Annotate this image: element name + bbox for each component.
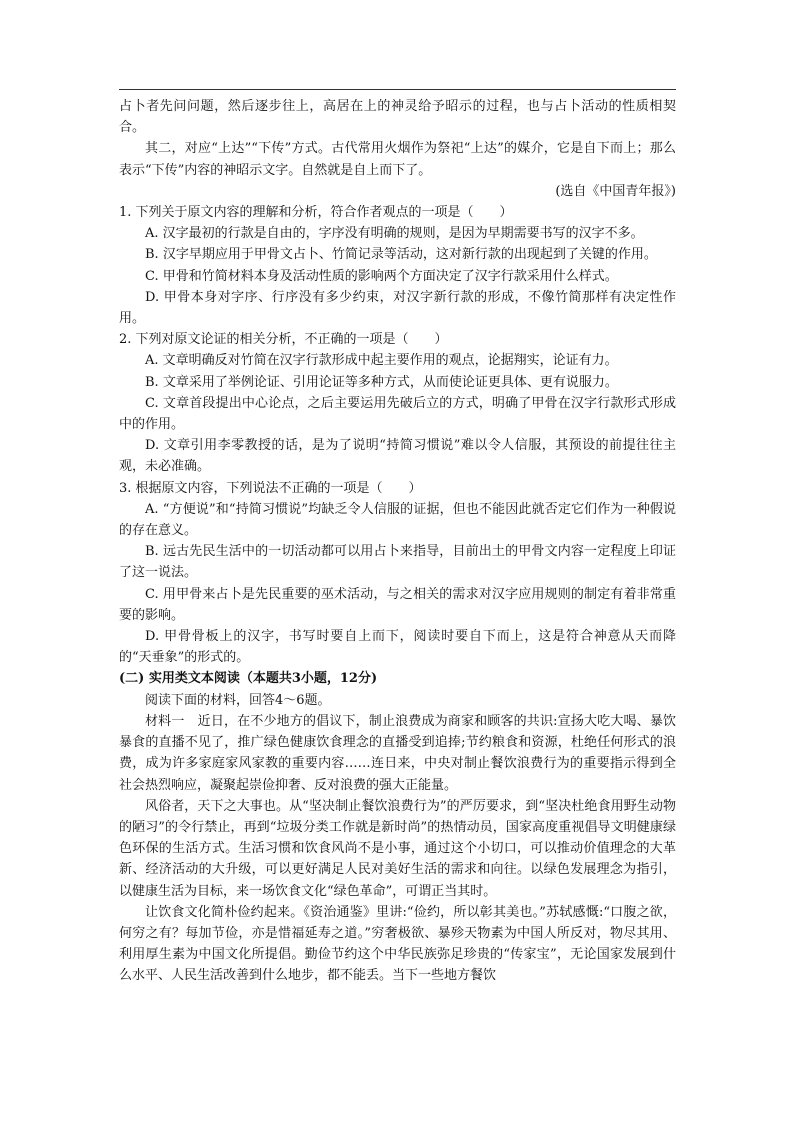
question-3-option-b: B. 远古先民生活中的一切活动都可以用占卜来指导，目前出土的甲骨文内容一定程度上印证了这一说法。 <box>119 544 676 581</box>
question-1: 1. 下列关于原文内容的理解和分析，符合作者观点的一项是（ ） <box>119 205 513 221</box>
question-3-option-d: D. 甲骨骨板上的汉字，书写时要自上而下，阅读时要自下而上，这是符合神意从天而降的“天垂象”的形式的。 <box>119 629 676 666</box>
material-1-paragraph-3: 让饮食文化简朴俭约起来。《资治通鉴》里讲:“俭约，所以彰其美也。”苏轼感慨:“口腹之欲，何穷之有？每加节俭，亦是惜福延寿之道。”穷奢极欲、暴殄天物素为中国人所反对，物尽其用、利用厚生素为中国文化所提倡。勤俭节约这个中华民族弥足珍贵的“传家宝”，无论国家发展到什么水平、人民生活改善到什么地步，都不能丢。当下一些地方餐饮 <box>119 904 676 984</box>
question-3: 3. 根据原文内容，下列说法不正确的一项是（ ） <box>119 480 422 496</box>
source-citation: (选自《中国青年报》) <box>555 183 676 199</box>
question-2-option-c: C. 文章首段提出中心论点，之后主要运用先破后立的方式，明确了甲骨在汉字行款形式形成中的作用。 <box>119 395 676 433</box>
question-2-option-d: D. 文章引用李零教授的话，是为了说明“持简习惯说”难以令人信服，其预设的前提往往主观，未必准确。 <box>119 438 676 475</box>
material-1-paragraph-2: 风俗者，天下之大事也。从“坚决制止餐饮浪费行为”的严厉要求，到“坚决杜绝食用野生动物的陋习”的令行禁止，再到“垃圾分类工作就是新时尚”的热情动员，国家高度重视倡导文明健康绿色环保的生活方式。生活习惯和饮食风尚不是小事，通过这个小切口，可以推动价值理念的大革新、经济活动的大升级，可以更好满足人民对美好生活的需求和向往。以绿色发展理念为指引，以健康生活为目标，来一场饮食文化“绿色革命”，可谓正当其时。 <box>119 798 676 899</box>
question-1-option-b: B. 汉字早期应用于甲骨文占卜、竹简记录等活动，这对新行款的出现起到了关键的作用。 <box>145 247 657 263</box>
question-2-option-a: A. 文章明确反对竹简在汉字行款形成中起主要作用的观点，论据翔实，论证有力。 <box>145 353 618 369</box>
section-heading: (二) 实用类文本阅读（本题共3小题，12分) <box>119 671 378 687</box>
question-1-option-d: D. 甲骨本身对字序、行序没有多少约束，对汉字新行款的形成，不像竹简那样有决定性作用。 <box>119 289 676 327</box>
material-1-paragraph-1: 材料一 近日，在不少地方的倡议下，制止浪费成为商家和顾客的共识:宣扬大吃大喝、暴饮暴食的直播不见了，推广绿色健康饮食理念的直播受到追捧;节约粮食和资源，杜绝任何形式的浪费，成为许多家庭家风家教的重要内容……连日来，中央对制止餐饮浪费行为的重要指示得到全社会热烈响应，凝聚起崇俭抑奢、反对浪费的强大正能量。 <box>119 713 676 793</box>
question-1-option-c: C. 甲骨和竹简材料本身及活动性质的影响两个方面决定了汉字行款采用什么样式。 <box>145 268 618 284</box>
question-3-option-a: A. “方便说”和“持简习惯说”均缺乏令人信服的证据，但也不能因此就否定它们作为一种假说的存在意义。 <box>119 501 676 539</box>
document-page <box>119 96 676 987</box>
question-2-option-b: B. 文章采用了举例论证、引用论证等多种方式，从而使论证更具体、更有说服力。 <box>145 374 618 390</box>
header-rule <box>119 89 676 90</box>
question-2: 2. 下列对原文论证的相关分析，不正确的一项是（ ） <box>119 332 448 348</box>
paragraph-continuation: 占卜者先问问题，然后逐步往上，高居在上的神灵给予昭示的过程，也与占卜活动的性质相契合。 <box>119 99 676 136</box>
question-1-option-a: A. 汉字最初的行款是自由的，字序没有明确的规则，是因为早期需要书写的汉字不多。 <box>145 226 644 242</box>
question-3-option-c: C. 用甲骨来占卜是先民重要的巫术活动，与之相关的需求对汉字应用规则的制定有着非常重要的影响。 <box>119 586 676 623</box>
section-instruction: 阅读下面的材料，回答4～6题。 <box>145 692 331 708</box>
paragraph-second-point: 其二，对应“上达”“下传”方式。古代常用火烟作为祭祀“上达”的媒介，它是自下而上；那么表示“下传”内容的神昭示文字。自然就是自上而下了。 <box>119 141 676 178</box>
